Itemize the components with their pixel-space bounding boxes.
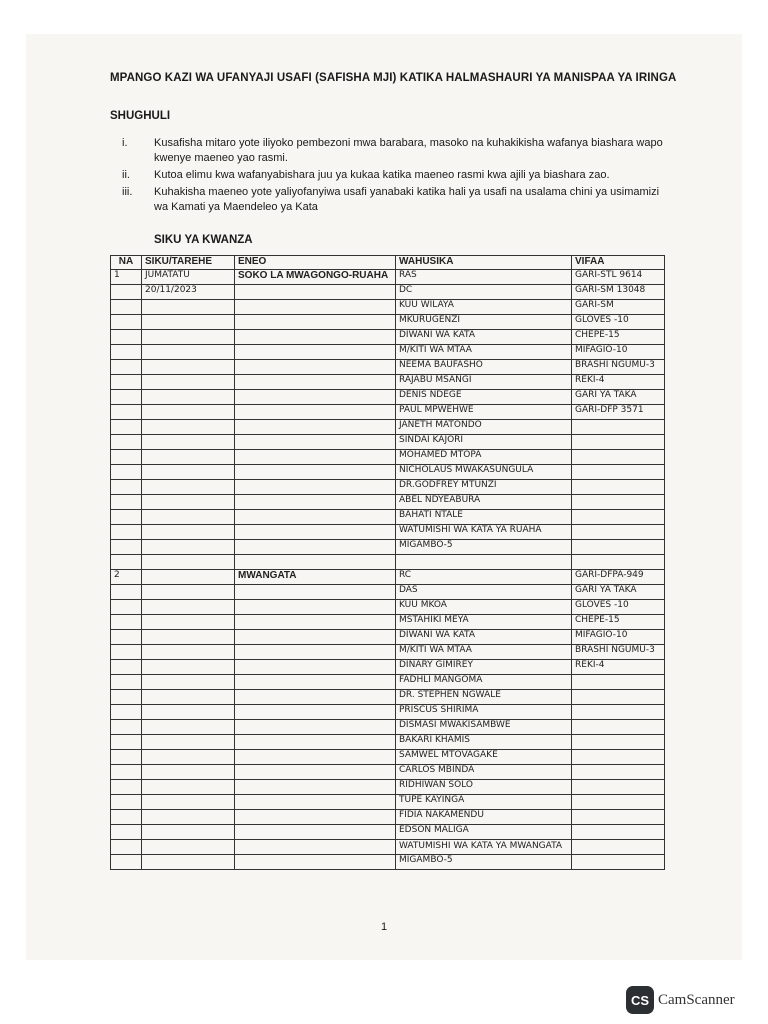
table-row bbox=[111, 315, 665, 330]
vifaa-cell: BRASHI NGUMU-3 bbox=[572, 645, 665, 660]
area-label: SOKO LA MWAGONGO-RUAHA bbox=[238, 270, 389, 281]
vifaa-cell bbox=[572, 540, 665, 555]
row-number bbox=[111, 510, 142, 525]
vifaa-cell: GLOVES -10 bbox=[572, 600, 665, 615]
row-number bbox=[111, 480, 142, 495]
row-number bbox=[111, 735, 142, 750]
table-row bbox=[111, 765, 665, 780]
date-value: 20/11/2023 bbox=[142, 285, 235, 300]
wahusika-cell: NICHOLAUS MWAKASUNGULA bbox=[396, 465, 572, 480]
wahusika-cell: DIWANI WA KATA bbox=[396, 630, 572, 645]
table-row bbox=[111, 675, 665, 690]
wahusika-cell: KUU WILAYA bbox=[396, 300, 572, 315]
day-cell bbox=[142, 540, 235, 555]
area-cell bbox=[235, 630, 396, 645]
vifaa-cell: GARI-STL 9614 bbox=[572, 270, 665, 285]
table-row bbox=[111, 435, 665, 450]
vifaa-cell bbox=[572, 690, 665, 705]
wahusika-cell: FIDIA NAKAMENDU bbox=[396, 810, 572, 825]
schedule-table bbox=[110, 255, 665, 870]
area-name bbox=[235, 270, 396, 285]
table-row bbox=[111, 510, 665, 525]
day-cell bbox=[142, 630, 235, 645]
wahusika-cell: RC bbox=[396, 570, 572, 585]
day-cell bbox=[142, 375, 235, 390]
wahusika-cell: DR. STEPHEN NGWALE bbox=[396, 690, 572, 705]
wahusika-cell: TUPE KAYINGA bbox=[396, 795, 572, 810]
task-text: Kuhakisha maeneo yote yaliyofanyiwa usafi yanabaki katika hali ya usafi na usalama chini ya usimamizi wa Kamati ya Maendeleo ya Kata bbox=[154, 186, 660, 213]
vifaa-cell bbox=[572, 510, 665, 525]
area-cell bbox=[235, 525, 396, 540]
wahusika-cell bbox=[396, 555, 572, 570]
row-number bbox=[111, 720, 142, 735]
vifaa-cell bbox=[572, 720, 665, 735]
wahusika-cell: MSTAHIKI MEYA bbox=[396, 615, 572, 630]
day-cell bbox=[142, 660, 235, 675]
row-number bbox=[111, 420, 142, 435]
area-cell bbox=[235, 285, 396, 300]
wahusika-cell: FADHLI MANGOMA bbox=[396, 675, 572, 690]
area-cell bbox=[235, 345, 396, 360]
area-cell bbox=[235, 660, 396, 675]
vifaa-cell bbox=[572, 555, 665, 570]
area-cell bbox=[235, 585, 396, 600]
vifaa-cell bbox=[572, 675, 665, 690]
day-cell bbox=[142, 300, 235, 315]
row-number bbox=[111, 690, 142, 705]
row-number bbox=[111, 705, 142, 720]
row-number: 1 bbox=[111, 270, 142, 285]
area-cell bbox=[235, 855, 396, 870]
wahusika-cell: NEEMA BAUFASHO bbox=[396, 360, 572, 375]
wahusika-cell: DISMASI MWAKISAMBWE bbox=[396, 720, 572, 735]
day-cell bbox=[142, 795, 235, 810]
wahusika-cell: DC bbox=[396, 285, 572, 300]
vifaa-cell bbox=[572, 465, 665, 480]
wahusika-cell: DENIS NDEGE bbox=[396, 390, 572, 405]
section-heading: SHUGHULI bbox=[110, 110, 171, 122]
header-eneo: ENEO bbox=[235, 256, 396, 270]
area-cell bbox=[235, 765, 396, 780]
day-cell bbox=[142, 765, 235, 780]
table-row bbox=[111, 270, 665, 285]
area-cell bbox=[235, 405, 396, 420]
wahusika-cell: WATUMISHI WA KATA YA RUAHA bbox=[396, 525, 572, 540]
table-row bbox=[111, 390, 665, 405]
area-cell bbox=[235, 555, 396, 570]
table-row bbox=[111, 855, 665, 870]
table-row bbox=[111, 825, 665, 840]
area-cell bbox=[235, 735, 396, 750]
task-number: ii. bbox=[122, 169, 130, 181]
row-number bbox=[111, 630, 142, 645]
row-number bbox=[111, 450, 142, 465]
area-cell bbox=[235, 675, 396, 690]
table-row bbox=[111, 330, 665, 345]
vifaa-cell: GARI-DFPA-949 bbox=[572, 570, 665, 585]
day-cell bbox=[142, 480, 235, 495]
day-cell bbox=[142, 675, 235, 690]
row-number bbox=[111, 645, 142, 660]
day-cell bbox=[142, 645, 235, 660]
table-row bbox=[111, 495, 665, 510]
vifaa-cell: REKI-4 bbox=[572, 375, 665, 390]
vifaa-cell bbox=[572, 825, 665, 840]
row-number bbox=[111, 300, 142, 315]
table-row bbox=[111, 405, 665, 420]
row-number bbox=[111, 540, 142, 555]
day-cell bbox=[142, 690, 235, 705]
table-body bbox=[111, 270, 665, 870]
row-number bbox=[111, 405, 142, 420]
row-number bbox=[111, 375, 142, 390]
row-number bbox=[111, 345, 142, 360]
day-cell bbox=[142, 810, 235, 825]
day-cell bbox=[142, 705, 235, 720]
wahusika-cell: MIGAMBO-5 bbox=[396, 855, 572, 870]
wahusika-cell: SAMWEL MTOVAGAKE bbox=[396, 750, 572, 765]
vifaa-cell bbox=[572, 840, 665, 855]
wahusika-cell: BAHATI NTALE bbox=[396, 510, 572, 525]
vifaa-cell bbox=[572, 480, 665, 495]
document-title: MPANGO KAZI WA UFANYAJI USAFI (SAFISHA MJI) KATIKA HALMASHAURI YA MANISPAA YA IRINGA bbox=[110, 72, 677, 84]
wahusika-cell: PRISCUS SHIRIMA bbox=[396, 705, 572, 720]
header-siku-tarehe: SIKU/TAREHE bbox=[142, 256, 235, 270]
area-cell bbox=[235, 360, 396, 375]
row-number bbox=[111, 495, 142, 510]
vifaa-cell bbox=[572, 735, 665, 750]
wahusika-cell: RAJABU MSANGI bbox=[396, 375, 572, 390]
row-number bbox=[111, 840, 142, 855]
table-row bbox=[111, 810, 665, 825]
table-row bbox=[111, 735, 665, 750]
day-cell bbox=[142, 615, 235, 630]
wahusika-cell: M/KITI WA MTAA bbox=[396, 645, 572, 660]
area-cell bbox=[235, 510, 396, 525]
row-number bbox=[111, 750, 142, 765]
task-item bbox=[110, 168, 670, 183]
row-number bbox=[111, 765, 142, 780]
wahusika-cell: ABEL NDYEABURA bbox=[396, 495, 572, 510]
vifaa-cell: GLOVES -10 bbox=[572, 315, 665, 330]
task-list bbox=[110, 136, 670, 217]
day-cell bbox=[142, 420, 235, 435]
table-row bbox=[111, 480, 665, 495]
area-cell bbox=[235, 825, 396, 840]
area-cell bbox=[235, 810, 396, 825]
vifaa-cell bbox=[572, 795, 665, 810]
header-na: NA bbox=[111, 256, 142, 270]
row-number bbox=[111, 855, 142, 870]
day-cell bbox=[142, 465, 235, 480]
area-cell bbox=[235, 495, 396, 510]
row-number bbox=[111, 585, 142, 600]
table-row bbox=[111, 345, 665, 360]
row-number bbox=[111, 465, 142, 480]
day-name: JUMATATU bbox=[142, 270, 235, 285]
wahusika-cell: EDSON MALIGA bbox=[396, 825, 572, 840]
day-cell bbox=[142, 555, 235, 570]
area-cell bbox=[235, 465, 396, 480]
table-row bbox=[111, 630, 665, 645]
vifaa-cell: MIFAGIO-10 bbox=[572, 630, 665, 645]
wahusika-cell: DAS bbox=[396, 585, 572, 600]
page-number: 1 bbox=[380, 921, 388, 933]
wahusika-cell: MKURUGENZI bbox=[396, 315, 572, 330]
camscanner-name: CamScanner bbox=[658, 991, 735, 1008]
area-cell bbox=[235, 600, 396, 615]
table-row bbox=[111, 795, 665, 810]
area-label: MWANGATA bbox=[238, 570, 297, 581]
area-cell bbox=[235, 435, 396, 450]
day-cell bbox=[142, 780, 235, 795]
vifaa-cell: GARI YA TAKA bbox=[572, 585, 665, 600]
row-number bbox=[111, 285, 142, 300]
table-header-row bbox=[111, 256, 665, 270]
area-cell bbox=[235, 750, 396, 765]
table-row bbox=[111, 555, 665, 570]
area-cell bbox=[235, 420, 396, 435]
camscanner-watermark bbox=[626, 986, 735, 1014]
table-row bbox=[111, 600, 665, 615]
task-item bbox=[110, 185, 670, 215]
day-cell bbox=[142, 855, 235, 870]
row-number bbox=[111, 615, 142, 630]
vifaa-cell: REKI-4 bbox=[572, 660, 665, 675]
wahusika-cell: MOHAMED MTOPA bbox=[396, 450, 572, 465]
wahusika-cell: PAUL MPWEHWE bbox=[396, 405, 572, 420]
wahusika-cell: CARLOS MBINDA bbox=[396, 765, 572, 780]
table-row bbox=[111, 690, 665, 705]
row-number bbox=[111, 525, 142, 540]
day-cell bbox=[142, 825, 235, 840]
wahusika-cell: M/KITI WA MTAA bbox=[396, 345, 572, 360]
vifaa-cell bbox=[572, 780, 665, 795]
row-number bbox=[111, 810, 142, 825]
row-number bbox=[111, 675, 142, 690]
row-number: 2 bbox=[111, 570, 142, 585]
row-number bbox=[111, 315, 142, 330]
area-cell bbox=[235, 645, 396, 660]
vifaa-cell bbox=[572, 750, 665, 765]
wahusika-cell: DIWANI WA KATA bbox=[396, 330, 572, 345]
row-number bbox=[111, 780, 142, 795]
day-cell bbox=[142, 525, 235, 540]
day-heading: SIKU YA KWANZA bbox=[154, 234, 253, 246]
area-cell bbox=[235, 315, 396, 330]
wahusika-cell: DR.GODFREY MTUNZI bbox=[396, 480, 572, 495]
area-cell bbox=[235, 375, 396, 390]
area-cell bbox=[235, 390, 396, 405]
day-cell bbox=[142, 495, 235, 510]
day-cell bbox=[142, 750, 235, 765]
area-cell bbox=[235, 540, 396, 555]
day-cell bbox=[142, 345, 235, 360]
day-cell bbox=[142, 720, 235, 735]
row-number bbox=[111, 795, 142, 810]
wahusika-cell: JANETH MATONDO bbox=[396, 420, 572, 435]
table-row bbox=[111, 780, 665, 795]
vifaa-cell bbox=[572, 765, 665, 780]
vifaa-cell: GARI YA TAKA bbox=[572, 390, 665, 405]
vifaa-cell: CHEPE-15 bbox=[572, 615, 665, 630]
task-text: Kutoa elimu kwa wafanyabishara juu ya kukaa katika maeneo rasmi kwa ajili ya biashara zao. bbox=[154, 169, 610, 181]
table-row bbox=[111, 360, 665, 375]
vifaa-cell bbox=[572, 705, 665, 720]
day-cell bbox=[142, 330, 235, 345]
wahusika-cell: KUU MKOA bbox=[396, 600, 572, 615]
table-row bbox=[111, 615, 665, 630]
vifaa-cell bbox=[572, 855, 665, 870]
wahusika-cell: SINDAI KAJORI bbox=[396, 435, 572, 450]
table-row bbox=[111, 420, 665, 435]
vifaa-cell bbox=[572, 435, 665, 450]
area-cell bbox=[235, 720, 396, 735]
row-number bbox=[111, 660, 142, 675]
vifaa-cell bbox=[572, 810, 665, 825]
table-row bbox=[111, 540, 665, 555]
table-row bbox=[111, 525, 665, 540]
day-cell bbox=[142, 510, 235, 525]
row-number bbox=[111, 390, 142, 405]
wahusika-cell: RIDHIWAN SOLO bbox=[396, 780, 572, 795]
row-number bbox=[111, 360, 142, 375]
area-cell bbox=[235, 795, 396, 810]
row-number bbox=[111, 600, 142, 615]
area-cell bbox=[235, 450, 396, 465]
table-row bbox=[111, 750, 665, 765]
day-cell bbox=[142, 360, 235, 375]
day-cell bbox=[142, 450, 235, 465]
wahusika-cell: DINARY GIMIREY bbox=[396, 660, 572, 675]
date-value bbox=[142, 585, 235, 600]
table-row bbox=[111, 720, 665, 735]
table-row bbox=[111, 840, 665, 855]
day-cell bbox=[142, 390, 235, 405]
wahusika-cell: RAS bbox=[396, 270, 572, 285]
vifaa-cell: CHEPE-15 bbox=[572, 330, 665, 345]
task-text: Kusafisha mitaro yote iliyoko pembezoni mwa barabara, masoko na kuhakikisha wafanya biashara wapo kwenye maeneo yao rasmi. bbox=[154, 137, 663, 164]
day-cell bbox=[142, 735, 235, 750]
day-name bbox=[142, 570, 235, 585]
header-wahusika: WAHUSIKA bbox=[396, 256, 572, 270]
vifaa-cell: GARI-DFP 3571 bbox=[572, 405, 665, 420]
vifaa-cell bbox=[572, 450, 665, 465]
row-number bbox=[111, 555, 142, 570]
vifaa-cell bbox=[572, 525, 665, 540]
area-cell bbox=[235, 300, 396, 315]
day-cell bbox=[142, 600, 235, 615]
row-number bbox=[111, 825, 142, 840]
table-row bbox=[111, 570, 665, 585]
area-cell bbox=[235, 615, 396, 630]
table-row bbox=[111, 585, 665, 600]
table-row bbox=[111, 465, 665, 480]
area-cell bbox=[235, 330, 396, 345]
task-item bbox=[110, 136, 670, 166]
area-name bbox=[235, 570, 396, 585]
table-row bbox=[111, 645, 665, 660]
wahusika-cell: BAKARI KHAMIS bbox=[396, 735, 572, 750]
table-row bbox=[111, 450, 665, 465]
row-number bbox=[111, 435, 142, 450]
table-row bbox=[111, 285, 665, 300]
vifaa-cell: GARI-SM 13048 bbox=[572, 285, 665, 300]
table-row bbox=[111, 705, 665, 720]
day-cell bbox=[142, 405, 235, 420]
camscanner-logo-icon: CS bbox=[626, 986, 654, 1014]
day-cell bbox=[142, 435, 235, 450]
area-cell bbox=[235, 780, 396, 795]
task-number: i. bbox=[122, 137, 128, 149]
task-number: iii. bbox=[122, 186, 133, 198]
table-row bbox=[111, 375, 665, 390]
day-cell bbox=[142, 315, 235, 330]
area-cell bbox=[235, 690, 396, 705]
row-number bbox=[111, 330, 142, 345]
vifaa-cell: BRASHI NGUMU-3 bbox=[572, 360, 665, 375]
area-cell bbox=[235, 840, 396, 855]
vifaa-cell: MIFAGIO-10 bbox=[572, 345, 665, 360]
vifaa-cell bbox=[572, 420, 665, 435]
vifaa-cell: GARI-SM bbox=[572, 300, 665, 315]
table-row bbox=[111, 300, 665, 315]
vifaa-cell bbox=[572, 495, 665, 510]
table-row bbox=[111, 660, 665, 675]
day-cell bbox=[142, 840, 235, 855]
wahusika-cell: MIGAMBO-5 bbox=[396, 540, 572, 555]
header-vifaa: VIFAA bbox=[572, 256, 665, 270]
wahusika-cell: WATUMISHI WA KATA YA MWANGATA bbox=[396, 840, 572, 855]
area-cell bbox=[235, 480, 396, 495]
area-cell bbox=[235, 705, 396, 720]
